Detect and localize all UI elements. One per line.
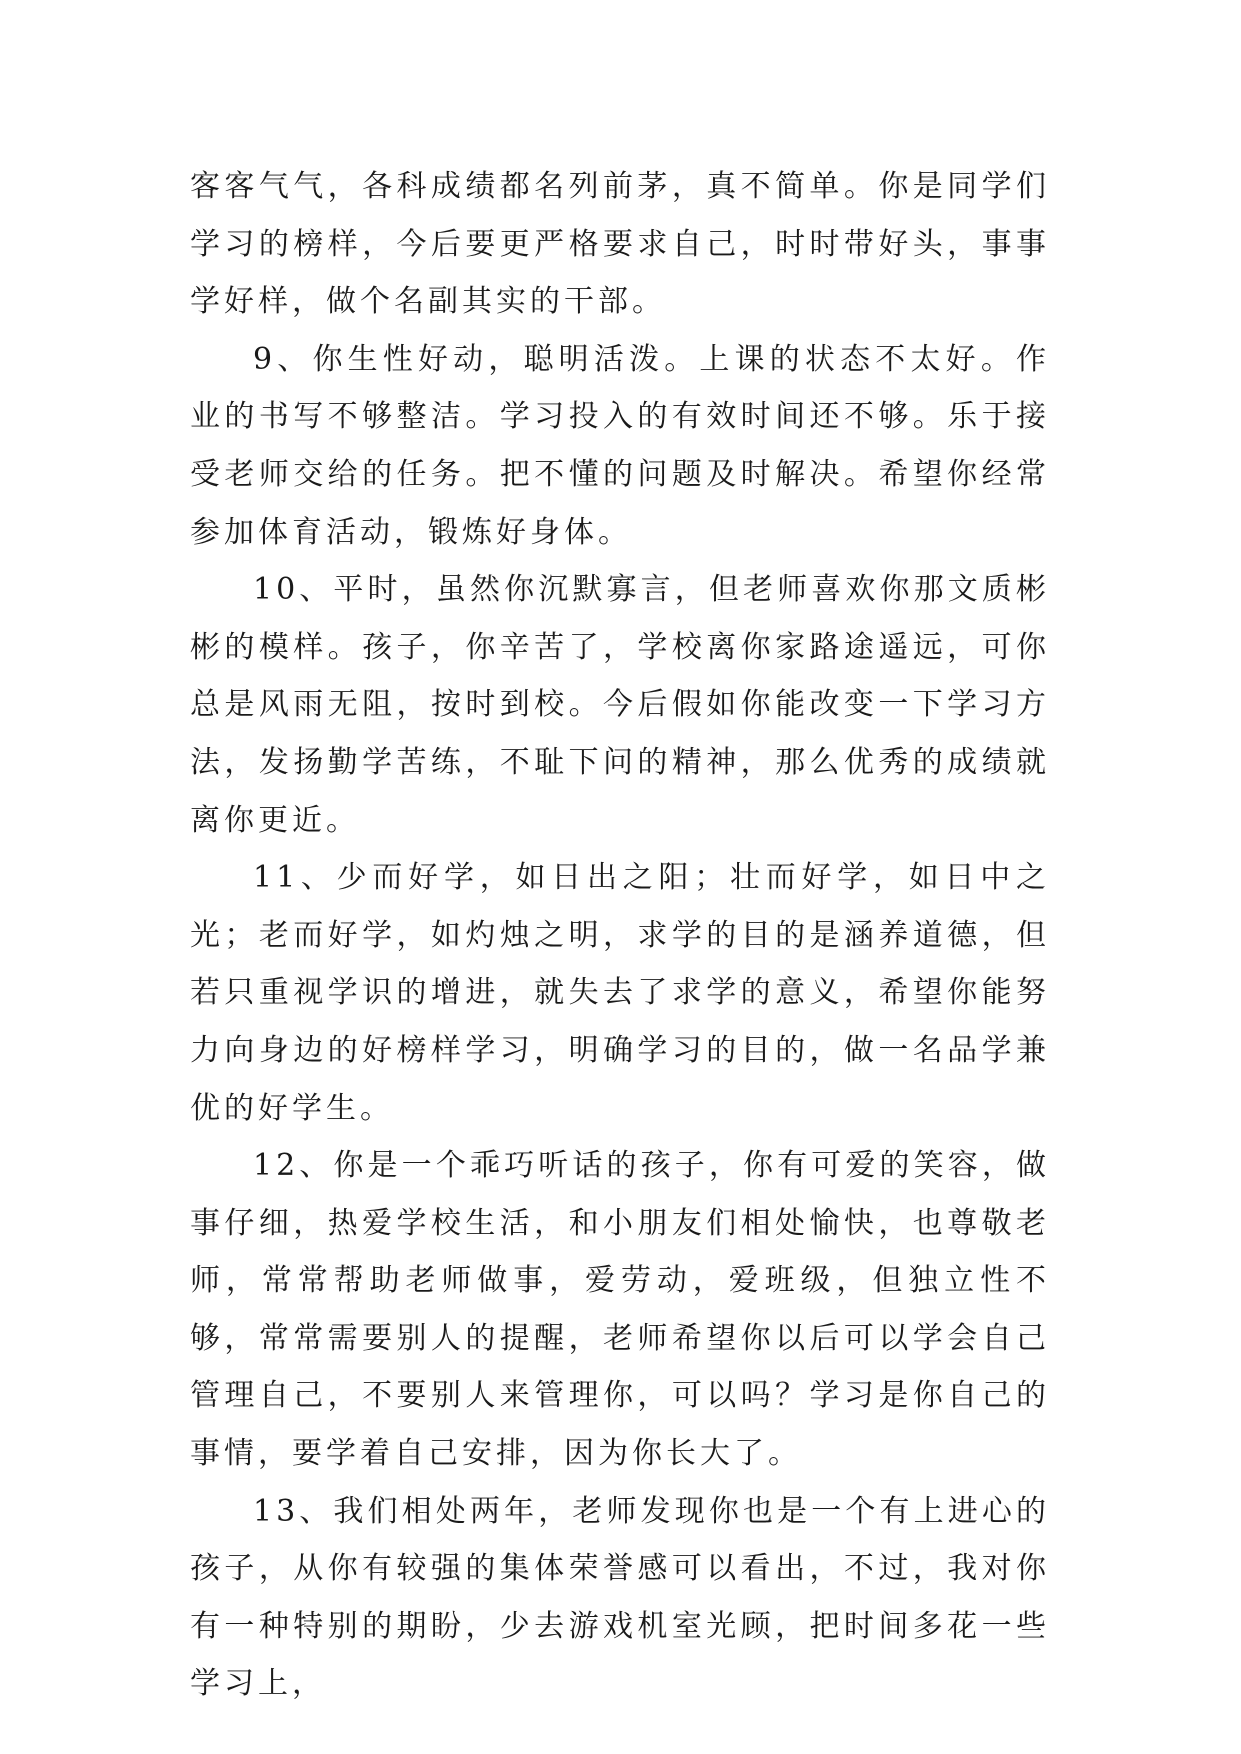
- paragraph-continued: 客客气气，各科成绩都名列前茅，真不简单。你是同学们学习的榜样，今后要更严格要求自己，时时带好头，事事学好样，做个名副其实的干部。: [190, 169, 1050, 320]
- paragraph-12: 12、你是一个乖巧听话的孩子，你有可爱的笑容，做事仔细，热爱学校生活，和小朋友们相处愉快，也尊敬老师，常常帮助老师做事，爱劳动，爱班级，但独立性不够，常常需要别人的提醒，老师希望你以后可以学会自己管理自己，不要别人来管理你，可以吗？学习是你自己的事情，要学着自己安排，因为你长大了。: [190, 1148, 1050, 1472]
- paragraph-13: 13、我们相处两年，老师发现你也是一个有上进心的孩子，从你有较强的集体荣誉感可以看出，不过，我对你有一种特别的期盼，少去游戏机室光顾，把时间多花一些学习上，: [190, 1493, 1050, 1702]
- paragraph-11: 11、少而好学，如日出之阳；壮而好学，如日中之光；老而好学，如灼烛之明，求学的目的是涵养道德，但若只重视学识的增进，就失去了求学的意义，希望你能努力向身边的好榜样学习，明确学习的目的，做一名品学兼优的好学生。: [190, 860, 1050, 1126]
- body-text: [190, 158, 1050, 1713]
- paragraph-9: 9、你生性好动，聪明活泼。上课的状态不太好。作业的书写不够整洁。学习投入的有效时间还不够。乐于接受老师交给的任务。把不懂的问题及时解决。希望你经常参加体育活动，锻炼好身体。: [190, 341, 1050, 550]
- paragraph-10: 10、平时，虽然你沉默寡言，但老师喜欢你那文质彬彬的模样。孩子，你辛苦了，学校离你家路途遥远，可你总是风雨无阻，按时到校。今后假如你能改变一下学习方法，发扬勤学苦练，不耻下问的精神，那么优秀的成绩就离你更近。: [190, 572, 1050, 838]
